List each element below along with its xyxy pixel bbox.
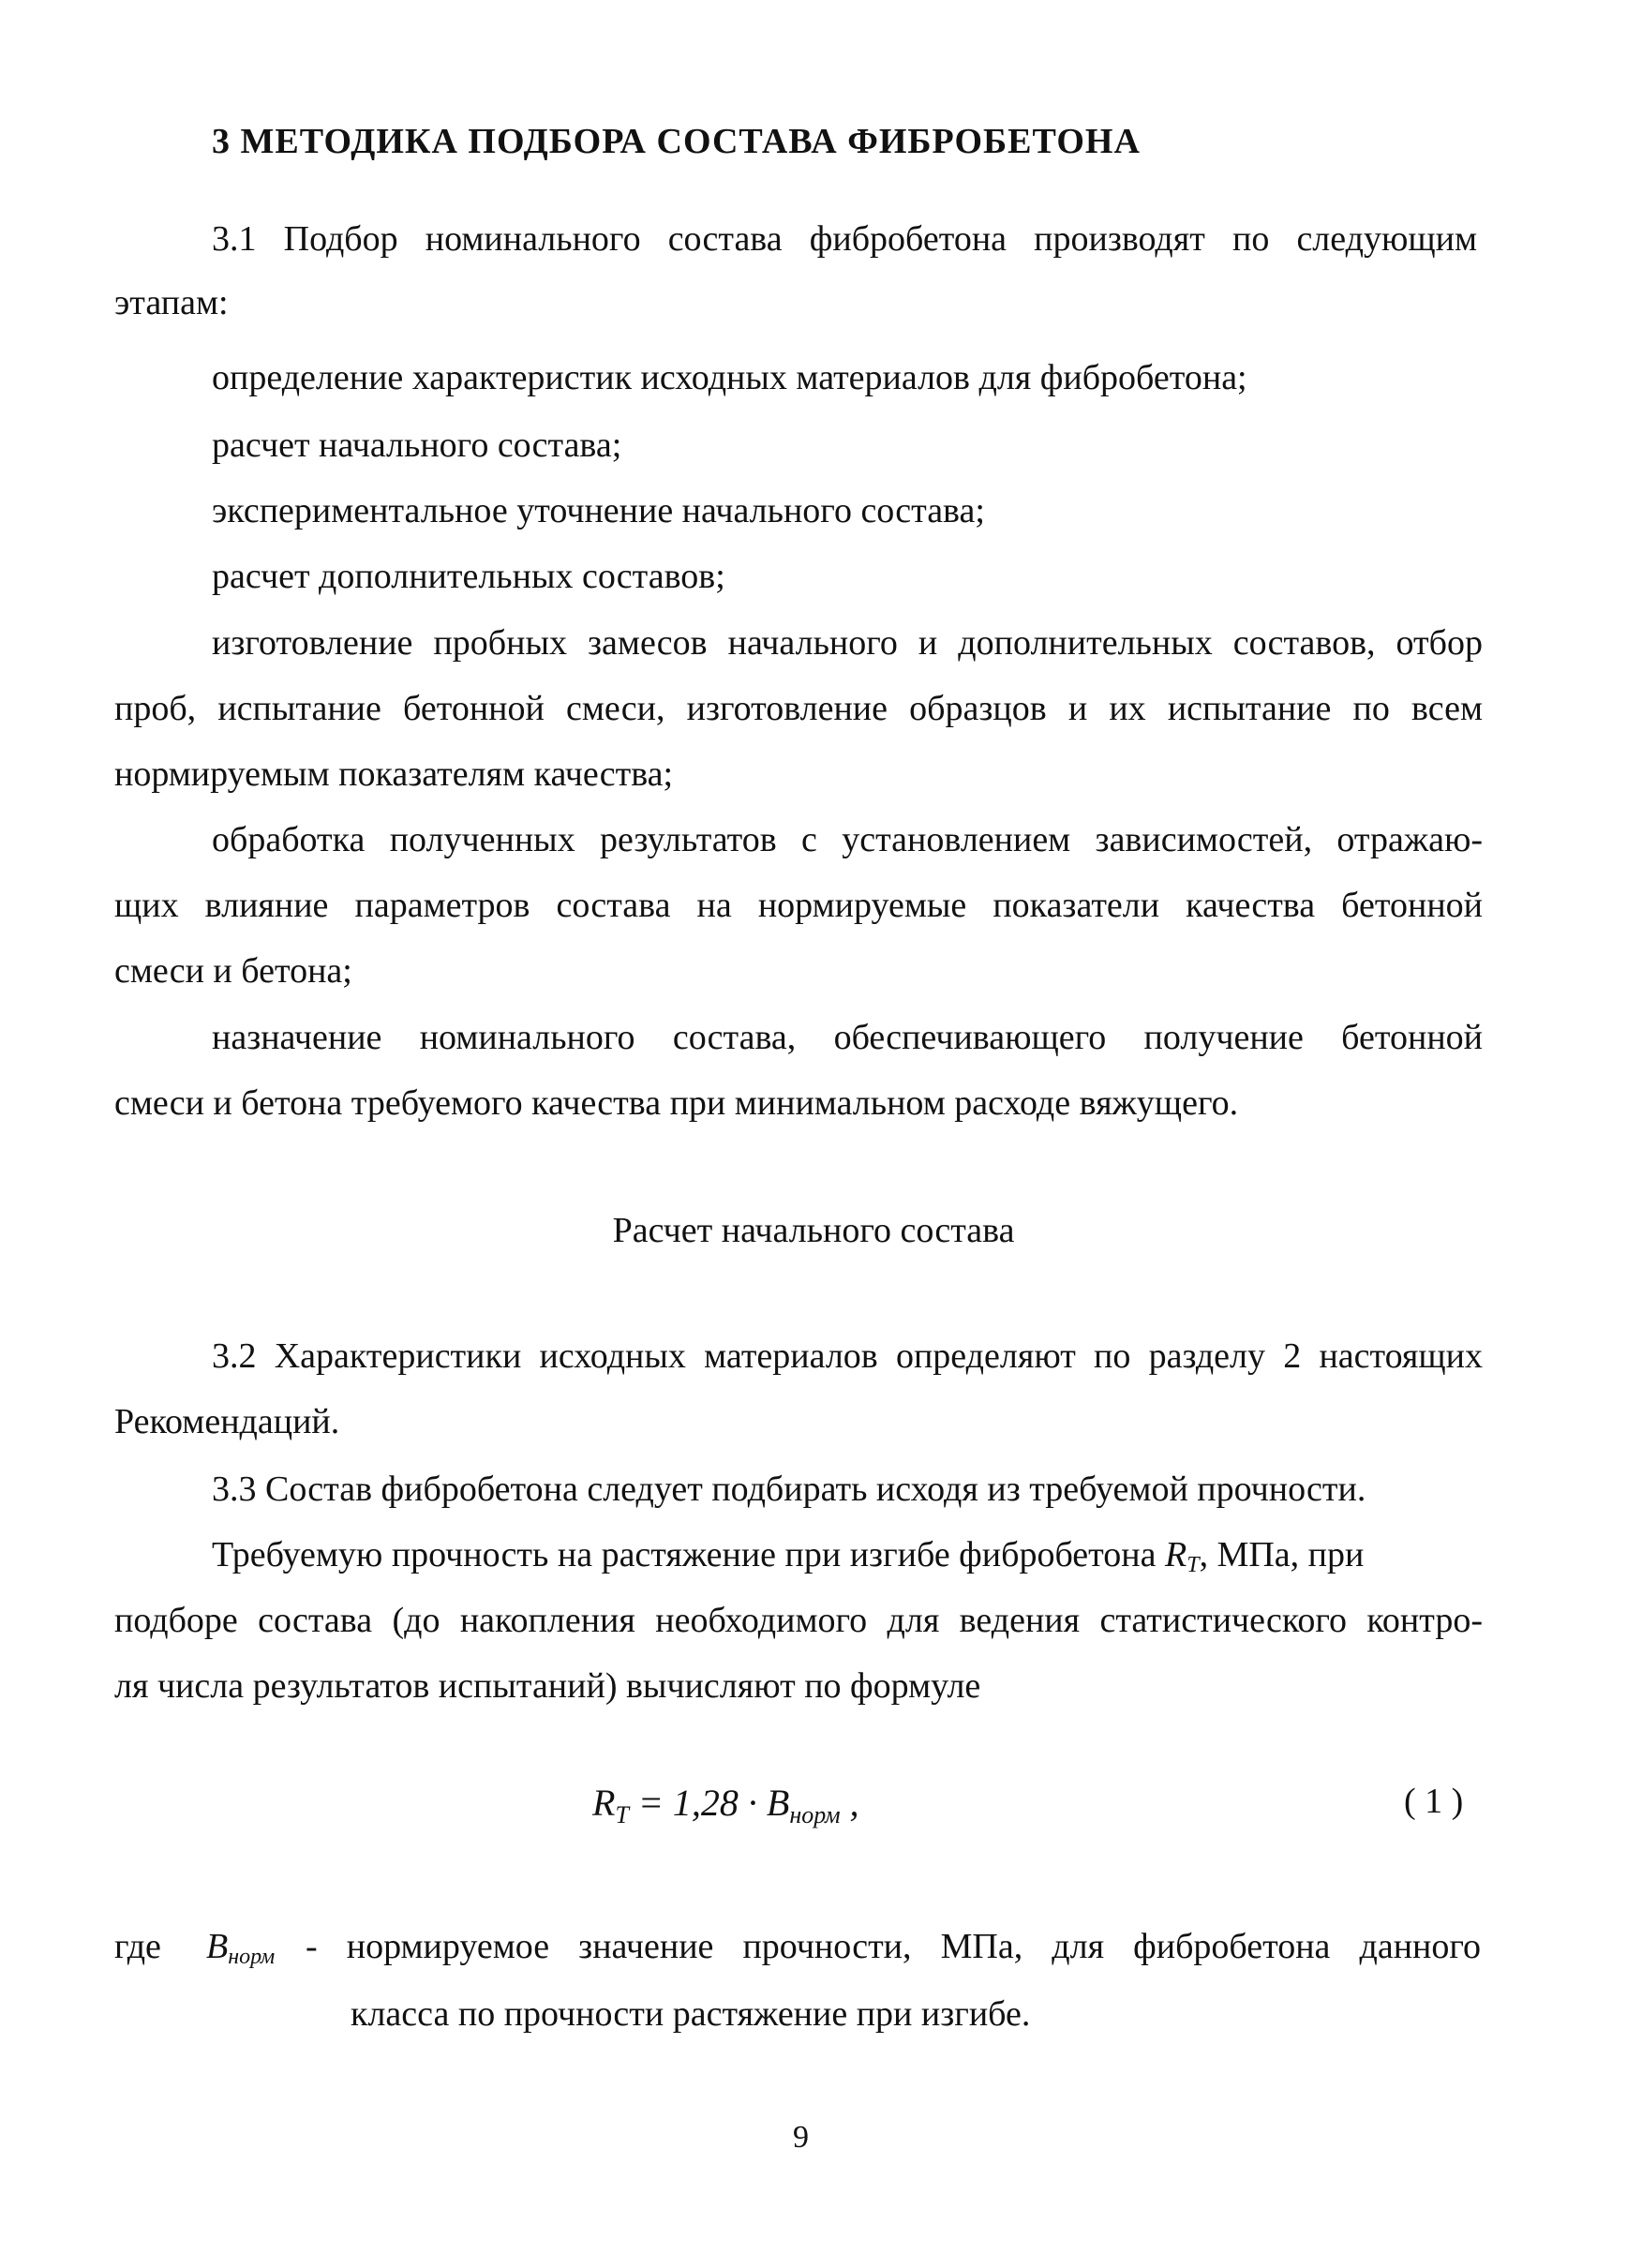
step-item-line-2: щих влияние параметров состава на нормируемые показатели качества бетонной — [114, 886, 1483, 925]
paragraph-3-4-line-3: ля числа результатов испытаний) вычисляют по формуле — [114, 1666, 981, 1706]
step-item: определение характеристик исходных материалов для фибробетона; — [212, 358, 1247, 397]
where-word: где — [114, 1927, 161, 1966]
subheading: Расчет начального состава — [612, 1211, 1015, 1250]
symbol-r-t: $R_T$ — [1164, 1535, 1200, 1577]
step-item-line-2: проб, испытание бетонной смеси, изготовление образцов и их испытание по всем — [114, 689, 1483, 728]
paragraph-3-4-line-2: подборе состава (до накопления необходимого для ведения статистического контро- — [114, 1601, 1483, 1640]
step-item-line-2: смеси и бетона требуемого качества при минимальном расходе вяжущего. — [114, 1083, 1239, 1123]
step-item: расчет начального состава; — [212, 425, 622, 465]
symbol-b-norm: $B_{норм}$ — [206, 1927, 276, 1969]
formula-number: ( 1 ) — [1404, 1782, 1464, 1821]
paragraph-3-3: 3.3 Состав фибробетона следует подбирать исходя из требуемой прочности. — [212, 1470, 1366, 1509]
step-item-line-3: нормируемым показателям качества; — [114, 754, 674, 794]
where-description-line-2: класса по прочности растяжение при изгибе. — [351, 1994, 1031, 2034]
step-item-line-1: обработка полученных результатов с установлением зависимостей, отражаю- — [212, 820, 1483, 859]
paragraph-3-1-line-2: этапам: — [114, 283, 229, 322]
step-item: экспериментальное уточнение начального состава; — [212, 491, 985, 530]
paragraph-3-4-line-1 — [212, 1533, 1364, 1587]
paragraph-3-1-line-1: 3.1 Подбор номинального состава фибробетона производят по следующим — [212, 219, 1477, 259]
where-description-line-1: - нормируемое значение прочности, МПа, для фибробетона данного — [306, 1927, 1481, 1966]
paragraph-3-2-line-1: 3.2 Характеристики исходных материалов определяют по разделу 2 настоящих — [212, 1336, 1483, 1376]
formula-1: $R_T = 1,28 \cdot B_{норм}$ , — [592, 1782, 859, 1828]
step-item-line-1: изготовление пробных замесов начального и дополнительных составов, отбор — [212, 623, 1483, 663]
paragraph-3-4-text-a: Требуемую прочность на растяжение при изгибе фибробетона — [212, 1535, 1157, 1574]
paragraph-3-2-line-2: Рекомендаций. — [114, 1402, 340, 1441]
page-number: 9 — [793, 2120, 809, 2155]
step-item: расчет дополнительных составов; — [212, 557, 725, 596]
paragraph-3-4-text-b: , МПа, при — [1199, 1535, 1365, 1574]
step-item-line-3: смеси и бетона; — [114, 951, 352, 991]
section-title: 3 МЕТОДИКА ПОДБОРА СОСТАВА ФИБРОБЕТОНА — [212, 122, 1141, 161]
step-item-line-1: назначение номинального состава, обеспечивающего получение бетонной — [212, 1018, 1483, 1057]
